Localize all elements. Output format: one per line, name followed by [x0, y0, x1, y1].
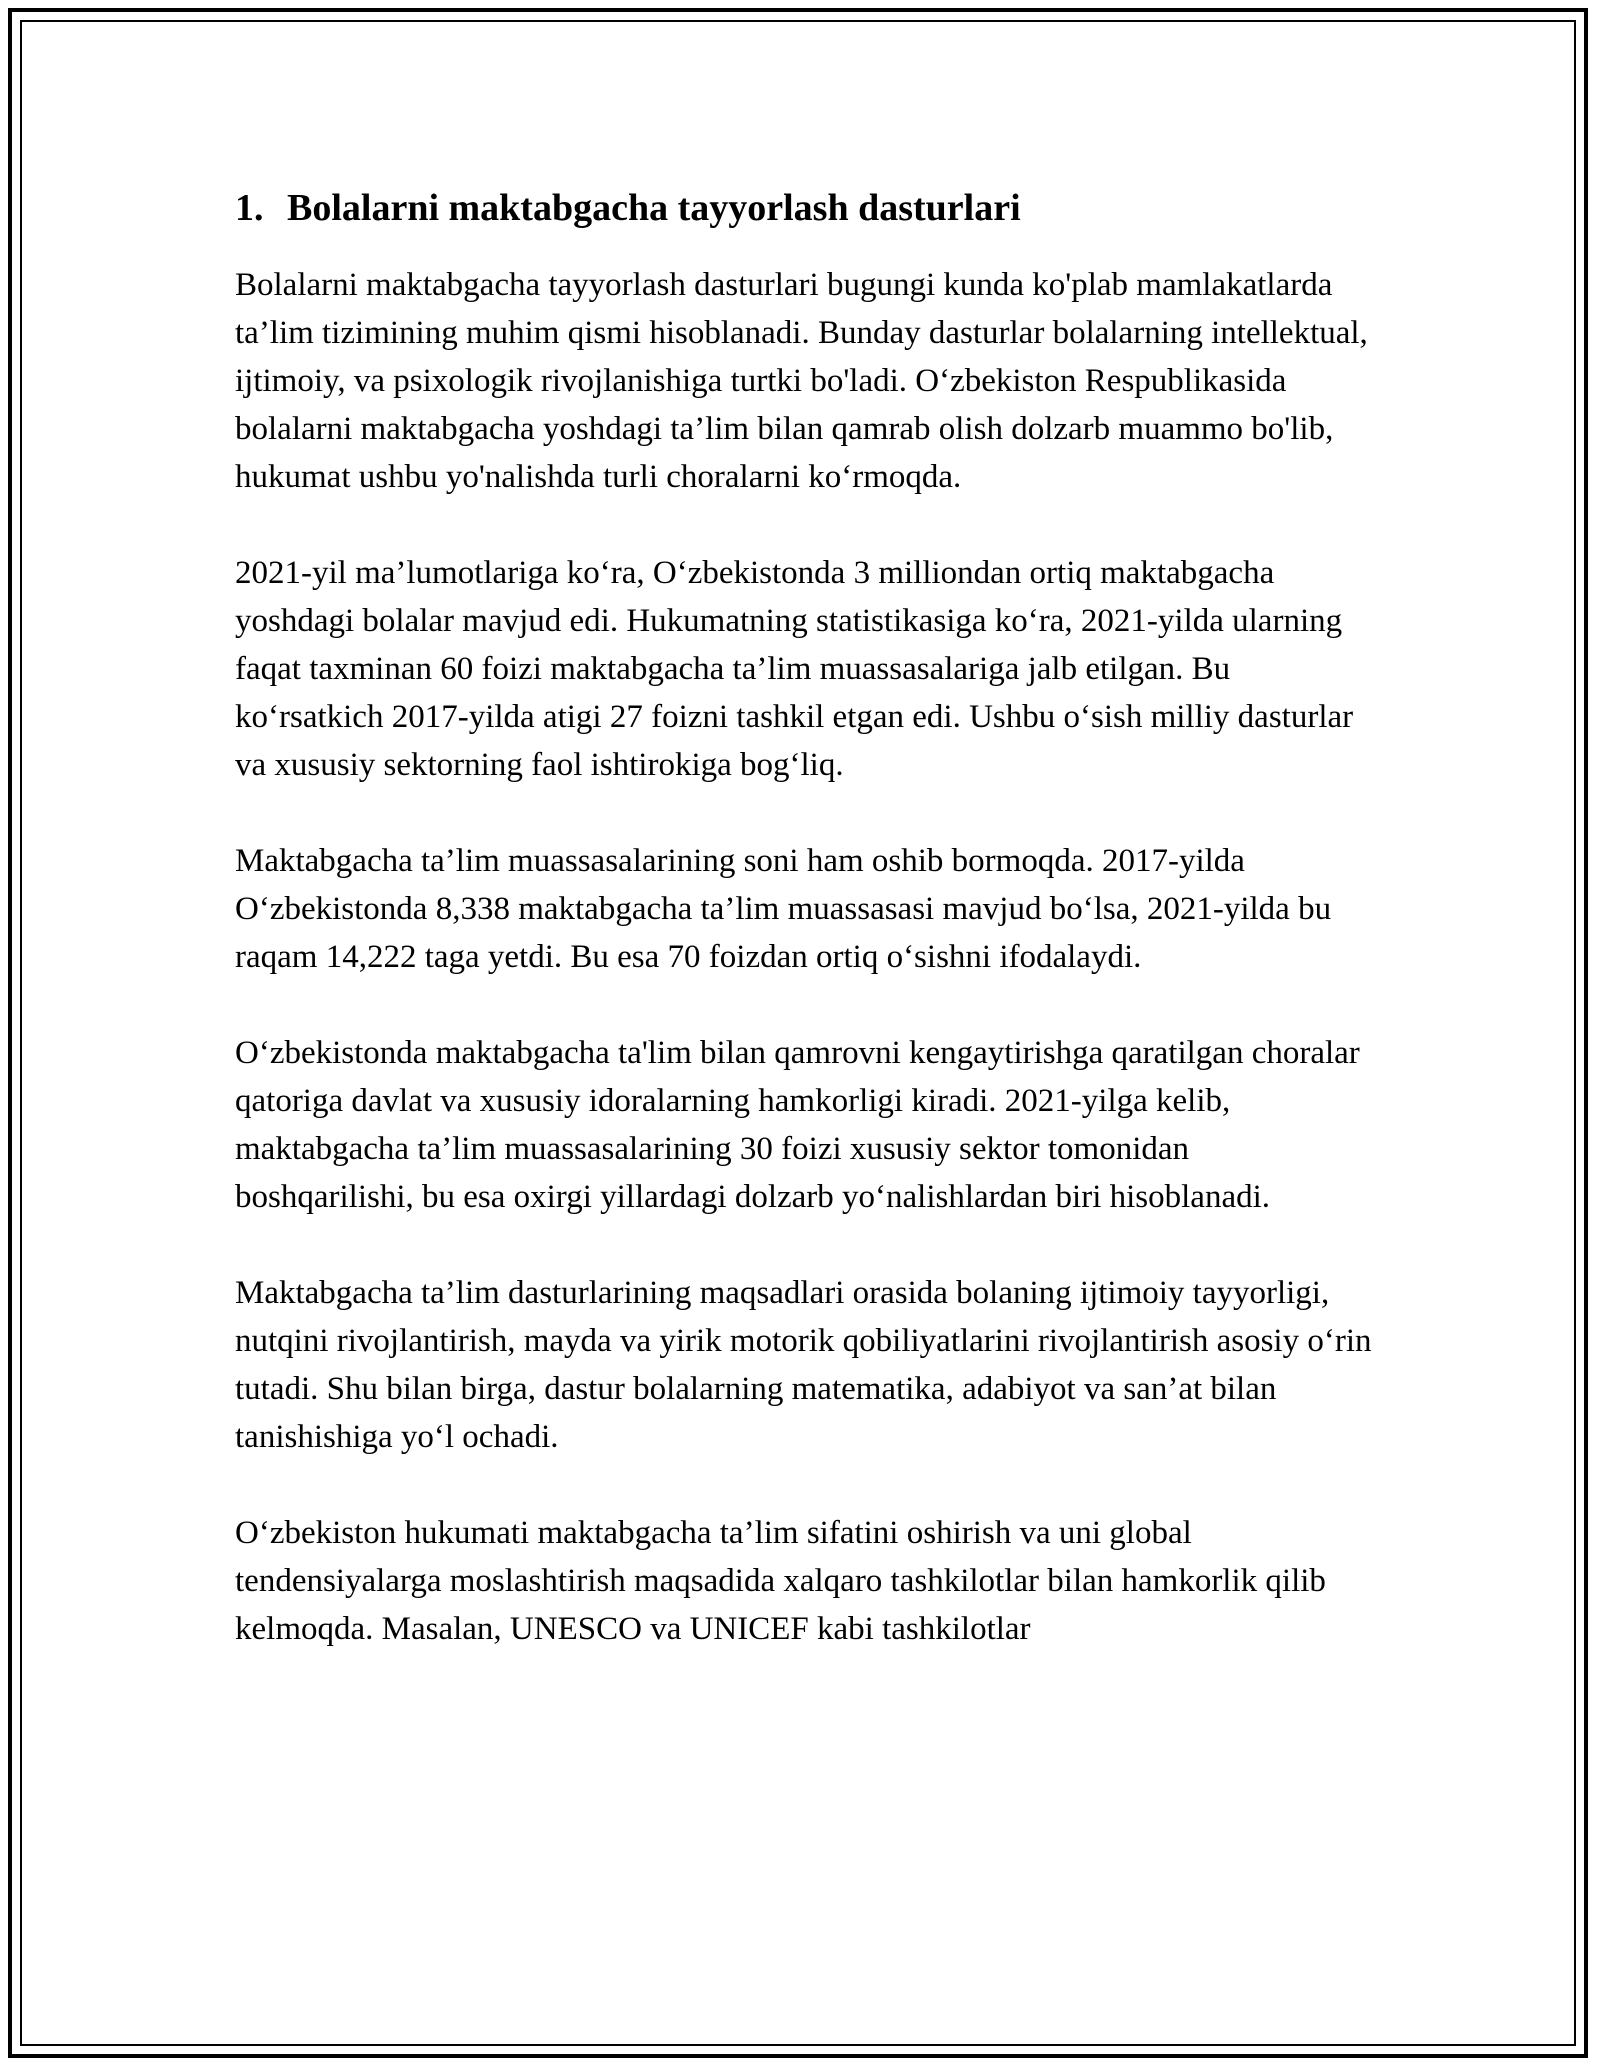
section-number: 1. [235, 187, 264, 229]
paragraph-2: 2021-yil ma’lumotlariga ko‘ra, O‘zbekistonda 3 milliondan ortiq maktabgacha yoshdagi bolalar mavjud edi. Hukumatning statistikasiga ko‘ra, 2021-yilda ularning faqat taxminan 60 foizi maktabgacha ta’lim muassasalariga jalb etilgan. Bu ko‘rsatkich 2017-yilda atigi 27 foizni tashkil etgan edi. Ushbu o‘sish milliy dasturlar va xususiy sektorning faol ishtirokiga bog‘liq. [235, 555, 1354, 784]
document-body [235, 184, 1373, 1701]
section-title: Bolalarni maktabgacha tayyorlash dasturlari [287, 187, 1021, 229]
paragraph-1: Bolalarni maktabgacha tayyorlash dasturlari bugungi kunda ko'plab mamlakatlarda ta’lim tizimining muhim qismi hisoblanadi. Bunday dasturlar bolalarning intellektual, ijtimoiy, va psixologik rivojlanishiga turtki bo'ladi. O‘zbekiston Respublikasida bolalarni maktabgacha yoshdagi ta’lim bilan qamrab olish dolzarb muammo bo'lib, hukumat ushbu yo'nalishda turli choralarni ko‘rmoqda. [235, 267, 1368, 496]
section-heading [235, 184, 1373, 233]
paragraph-4: O‘zbekistonda maktabgacha ta'lim bilan qamrovni kengaytirishga qaratilgan choralar qatoriga davlat va xususiy idoralarning hamkorligi kiradi. 2021-yilga kelib, maktabgacha ta’lim muassasalarining 30 foizi xususiy sektor tomonidan boshqarilishi, bu esa oxirgi yillardagi dolzarb yo‘nalishlardan biri hisoblanadi. [235, 1035, 1360, 1216]
paragraph-6: O‘zbekiston hukumati maktabgacha ta’lim sifatini oshirish va uni global tendensiyalarga moslashtirish maqsadida xalqaro tashkilotlar bilan hamkorlik qilib kelmoqda. Masalan, UNESCO va UNICEF kabi tashkilotlar [235, 1515, 1326, 1648]
paragraph-5: Maktabgacha ta’lim dasturlarining maqsadlari orasida bolaning ijtimoiy tayyorligi, nutqini rivojlantirish, mayda va yirik motorik qobiliyatlarini rivojlantirish asosiy o‘rin tutadi. Shu bilan birga, dastur bolalarning matematika, adabiyot va san’at bilan tanishishiga yo‘l ochadi. [235, 1275, 1372, 1456]
paragraph-3: Maktabgacha ta’lim muassasalarining soni ham oshib bormoqda. 2017-yilda O‘zbekistonda 8,338 maktabgacha ta’lim muassasasi mavjud bo‘lsa, 2021-yilda bu raqam 14,222 taga yetdi. Bu esa 70 foizdan ortiq o‘sishni ifodalaydi. [235, 843, 1332, 976]
